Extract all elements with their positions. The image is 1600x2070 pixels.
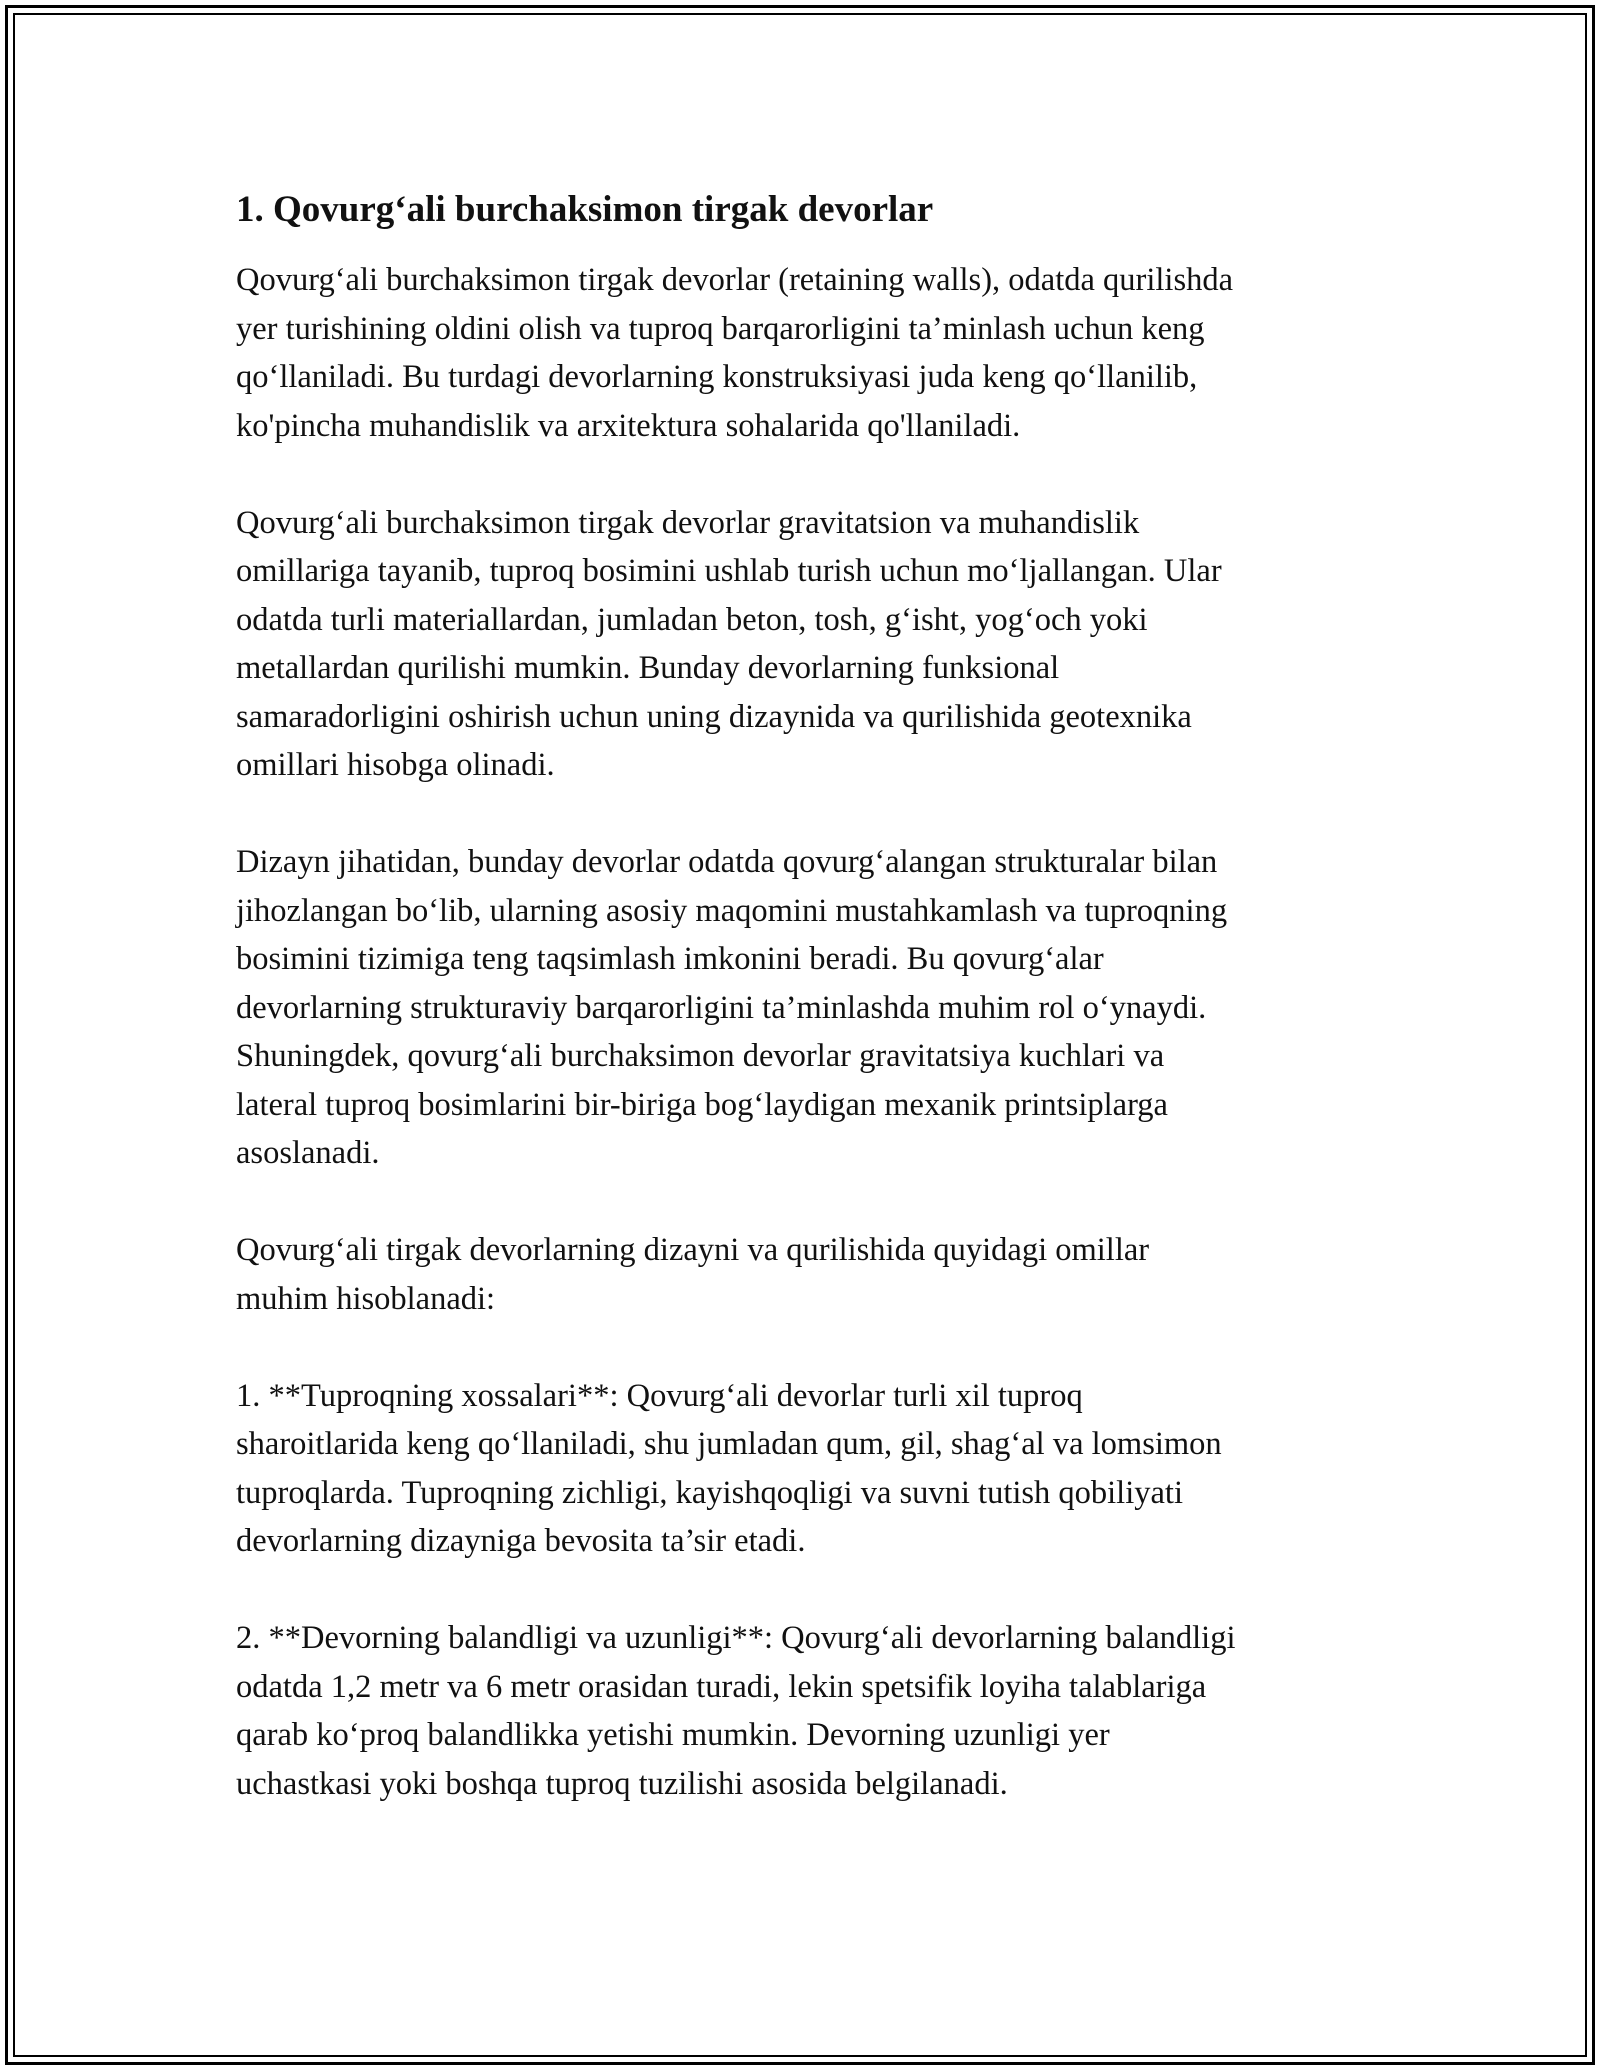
text-line: Dizayn jihatidan, bunday devorlar odatda qovurg‘alangan strukturalar bilan: [236, 844, 1218, 880]
text-line: odatda turli materiallardan, jumladan beton, tosh, g‘isht, yog‘och yoki: [236, 601, 1148, 638]
paragraph: [236, 499, 1386, 790]
text-line: Qovurg‘ali burchaksimon tirgak devorlar (retaining walls), odatda qurilishda: [236, 262, 1234, 298]
text-line: jihozlangan bo‘lib, ularning asosiy maqomini mustahkamlash va tuproqning: [236, 892, 1228, 929]
text-line: uchastkasi yoki boshqa tuproq tuzilishi asosida belgilanadi.: [236, 1765, 1008, 1802]
text-line: metallardan qurilishi mumkin. Bunday devorlarning funksional: [236, 650, 1060, 686]
paragraph: [236, 1226, 1386, 1323]
paragraph: [236, 838, 1386, 1178]
text-line: Qovurg‘ali burchaksimon tirgak devorlar gravitatsion va muhandislik: [236, 504, 1140, 541]
text-line: Qovurg‘ali tirgak devorlarning dizayni va qurilishida quyidagi omillar: [236, 1232, 1150, 1268]
text-line: qo‘llaniladi. Bu turdagi devorlarning konstruksiyasi juda keng qo‘llanilib,: [236, 359, 1198, 395]
text-line: bosimini tizimiga teng taqsimlash imkonini beradi. Bu qovurg‘alar: [236, 941, 1104, 977]
paragraph: [236, 1372, 1386, 1566]
text-line: 1. **Tuproqning xossalari**: Qovurg‘ali devorlar turli xil tuproq: [236, 1377, 1083, 1414]
text-line: asoslanadi.: [236, 1135, 380, 1171]
text-line: lateral tuproq bosimlarini bir-biriga bog‘laydigan mexanik printsiplarga: [236, 1086, 1168, 1123]
text-line: sharoitlarida keng qo‘llaniladi, shu jumladan qum, gil, shag‘al va lomsimon: [236, 1426, 1222, 1462]
text-line: devorlarning strukturaviy barqarorligini ta’minlashda muhim rol o‘ynaydi.: [236, 989, 1207, 1026]
paragraph-list: [236, 256, 1386, 1808]
text-line: odatda 1,2 metr va 6 metr orasidan turadi, lekin spetsifik loyiha talablariga: [236, 1668, 1207, 1705]
text-line: samaradorligini oshirish uchun uning dizaynida va qurilishida geotexnika: [236, 698, 1192, 735]
section-heading: 1. Qovurg‘ali burchaksimon tirgak devorlar: [236, 189, 934, 230]
text-line: omillariga tayanib, tuproq bosimini ushlab turish uchun mo‘ljallangan. Ular: [236, 553, 1222, 589]
text-line: devorlarning dizayniga bevosita ta’sir etadi.: [236, 1523, 806, 1559]
text-line: tuproqlarda. Tuproqning zichligi, kayishqoqligi va suvni tutish qobiliyati: [236, 1474, 1183, 1511]
text-line: muhim hisoblanadi:: [236, 1280, 496, 1317]
paragraph: [236, 256, 1386, 450]
text-line: ko'pincha muhandislik va arxitektura sohalarida qo'llaniladi.: [236, 407, 1021, 444]
document-body: [236, 186, 1386, 1857]
text-line: Shuningdek, qovurg‘ali burchaksimon devorlar gravitatsiya kuchlari va: [236, 1038, 1165, 1074]
paragraph: [236, 1614, 1386, 1808]
text-line: omillari hisobga olinadi.: [236, 747, 555, 783]
text-line: qarab ko‘proq balandlikka yetishi mumkin. Devorning uzunligi yer: [236, 1717, 1110, 1753]
text-line: 2. **Devorning balandligi va uzunligi**: Qovurg‘ali devorlarning balandligi: [236, 1620, 1236, 1656]
text-line: yer turishining oldini olish va tuproq barqarorligini ta’minlash uchun keng: [236, 310, 1205, 347]
